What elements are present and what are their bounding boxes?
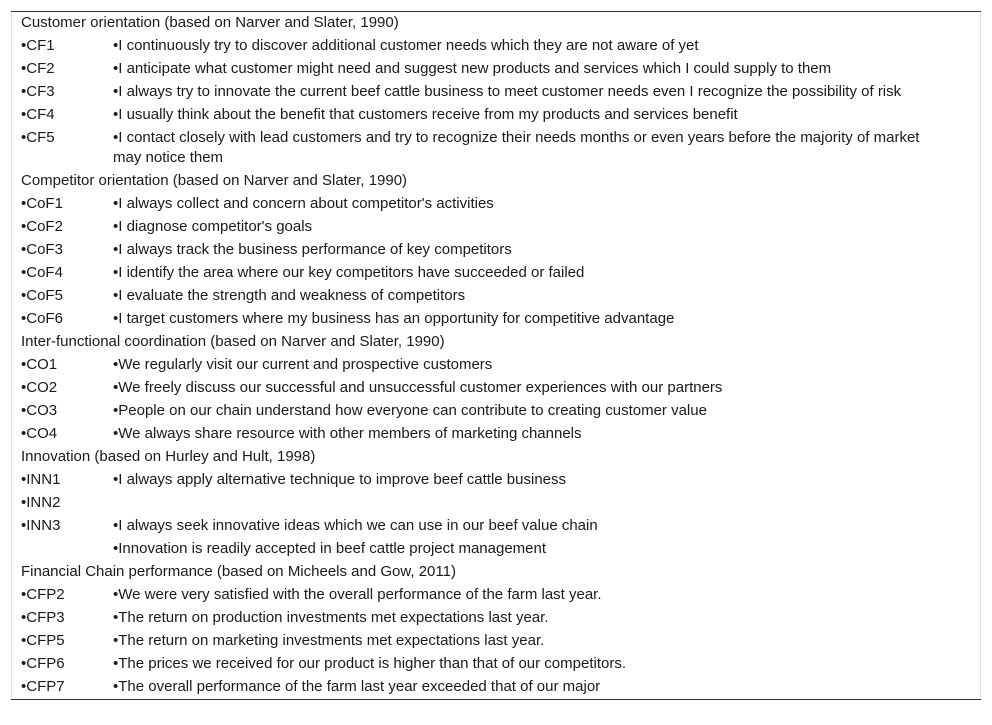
table-row <box>12 653 981 676</box>
section-title: Customer orientation (based on Narver and Slater, 1990) <box>21 14 399 31</box>
item-code: •CF3 <box>21 83 55 100</box>
table-row <box>12 285 981 308</box>
table-row <box>12 676 981 699</box>
table-row <box>12 469 981 492</box>
table-row <box>12 584 981 607</box>
item-code: •INN2 <box>21 494 61 511</box>
item-text: •The return on production investments met expectations last year. <box>113 609 549 626</box>
item-code: •INN3 <box>21 517 61 534</box>
item-code: •INN1 <box>21 471 61 488</box>
item-text: •I always track the business performance of key competitors <box>113 241 512 258</box>
section-header-inter-functional-coordination <box>12 331 981 354</box>
item-code: •CO2 <box>21 379 58 396</box>
item-code: •CoF4 <box>21 264 63 281</box>
table-row <box>12 127 981 170</box>
section-title: Competitor orientation (based on Narver and Slater, 1990) <box>21 172 408 189</box>
item-code: •CFP5 <box>21 632 65 649</box>
table-row <box>12 239 981 262</box>
item-text: •We were very satisfied with the overall performance of the farm last year. <box>113 586 602 603</box>
item-text: •I target customers where my business has an opportunity for competitive advantage <box>113 310 675 327</box>
section-header-customer-orientation <box>12 12 981 35</box>
item-text: •I diagnose competitor's goals <box>113 218 313 235</box>
item-code: •CoF2 <box>21 218 63 235</box>
item-text: •I always try to innovate the current beef cattle business to meet customer needs even I recognize the possibility of risk <box>113 83 902 100</box>
table-row <box>12 423 981 446</box>
section-header-innovation <box>12 446 981 469</box>
item-text: •I always seek innovative ideas which we can use in our beef value chain <box>113 517 598 534</box>
item-text: •The prices we received for our product is higher than that of our competitors. <box>113 655 627 672</box>
item-code: •CoF5 <box>21 287 63 304</box>
item-text: •I identify the area where our key competitors have succeeded or failed <box>113 264 585 281</box>
item-code: •CO4 <box>21 425 58 442</box>
table-row <box>12 400 981 423</box>
item-code <box>12 538 114 561</box>
table-row <box>12 262 981 285</box>
section-title: Financial Chain performance (based on Micheels and Gow, 2011) <box>21 563 456 580</box>
item-code: •CF2 <box>21 60 55 77</box>
section-title: Inter-functional coordination (based on Narver and Slater, 1990) <box>21 333 445 350</box>
table-row <box>12 104 981 127</box>
item-code: •CF1 <box>21 37 55 54</box>
item-code: •CO1 <box>21 356 58 373</box>
item-code: •CF5 <box>21 129 55 146</box>
table-row <box>12 377 981 400</box>
item-code: •CFP2 <box>21 586 65 603</box>
section-title: Innovation (based on Hurley and Hult, 1998) <box>21 448 316 465</box>
table-row <box>12 58 981 81</box>
section-header-financial-chain-performance <box>12 561 981 584</box>
item-text: •I always apply alternative technique to improve beef cattle business <box>113 471 567 488</box>
item-code: •CoF6 <box>21 310 63 327</box>
item-text: •The return on marketing investments met expectations last year. <box>113 632 545 649</box>
item-code: •CoF3 <box>21 241 63 258</box>
item-text: •I contact closely with lead customers and try to recognize their needs months or even years before the majority of market may notice them <box>113 129 920 166</box>
item-text: •We regularly visit our current and prospective customers <box>113 356 493 373</box>
item-text: •People on our chain understand how everyone can contribute to creating customer value <box>113 402 707 419</box>
table-row <box>12 538 981 561</box>
item-text: •I usually think about the benefit that customers receive from my products and services benefit <box>113 106 738 123</box>
table-row <box>12 193 981 216</box>
measurement-items-table <box>11 11 981 700</box>
table-row <box>12 607 981 630</box>
table-row <box>12 81 981 104</box>
item-text: •I anticipate what customer might need and suggest new products and services which I could supply to them <box>113 60 832 77</box>
item-text: •We freely discuss our successful and unsuccessful customer experiences with our partners <box>113 379 723 396</box>
table-row <box>12 492 981 515</box>
table-row <box>12 515 981 538</box>
item-text: •The overall performance of the farm last year exceeded that of our major <box>113 678 601 695</box>
item-text: •Innovation is readily accepted in beef cattle project management <box>113 540 547 557</box>
item-text <box>113 492 981 515</box>
section-header-competitor-orientation <box>12 170 981 193</box>
item-code: •CFP3 <box>21 609 65 626</box>
table-row <box>12 354 981 377</box>
table-row <box>12 630 981 653</box>
item-code: •CO3 <box>21 402 58 419</box>
item-code: •CF4 <box>21 106 55 123</box>
table-row <box>12 35 981 58</box>
table-row <box>12 216 981 239</box>
table-row <box>12 308 981 331</box>
item-text: •We always share resource with other members of marketing channels <box>113 425 582 442</box>
item-text: •I evaluate the strength and weakness of competitors <box>113 287 466 304</box>
item-text: •I continuously try to discover additional customer needs which they are not aware of yet <box>113 37 699 54</box>
item-code: •CFP7 <box>21 678 65 695</box>
items-table <box>11 12 981 699</box>
item-code: •CFP6 <box>21 655 65 672</box>
item-text: •I always collect and concern about competitor's activities <box>113 195 494 212</box>
item-code: •CoF1 <box>21 195 63 212</box>
